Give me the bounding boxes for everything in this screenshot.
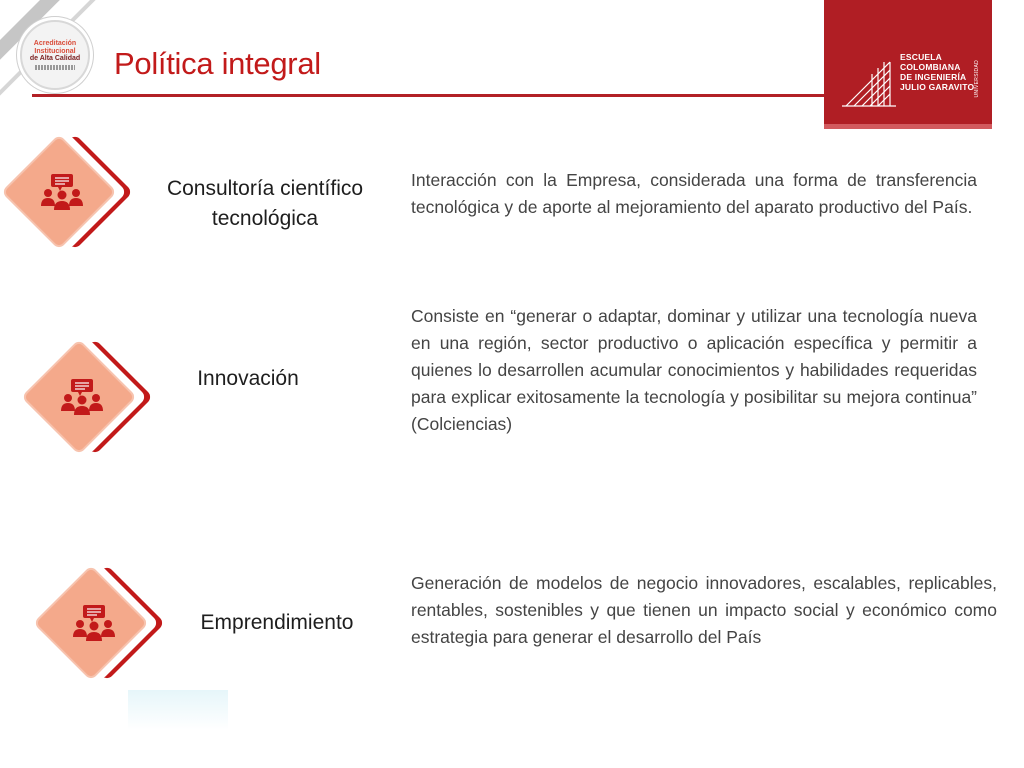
diamond-badge-emprendimiento	[32, 563, 152, 683]
logo-line: ESCUELA	[900, 52, 943, 62]
logo-mark-icon	[840, 56, 898, 108]
logo-vertical-text: UNIVERSIDAD	[974, 60, 980, 98]
section-text-emprendimiento: Generación de modelos de negocio innovadores, escalables, replicables, rentables, sostenibles y que tienen un impacto social y económico como estrategia para generar el desarrollo del País	[411, 573, 997, 647]
people-group-icon	[60, 379, 104, 415]
people-group-icon	[40, 174, 84, 210]
section-label-consultoria: Consultoría científico tecnológica	[166, 177, 364, 230]
logo-line: DE INGENIERÍA	[900, 72, 967, 82]
decorative-fade	[128, 690, 228, 730]
seal-line: Institucional	[34, 47, 76, 55]
title-divider	[32, 94, 827, 97]
section-label-emprendimiento: Emprendimiento	[200, 611, 354, 634]
logo-line: JULIO GARAVITO	[900, 82, 975, 92]
logo-line: COLOMBIANA	[900, 62, 961, 72]
section-text-consultoria: Interacción con la Empresa, considerada una forma de transferencia tecnológica y de aporte al mejoramiento del aparato productivo del País.	[411, 170, 977, 217]
seal-line: Acreditación	[33, 40, 77, 48]
page-title: Política integral	[114, 46, 321, 81]
school-logo	[824, 0, 992, 124]
seal-line: de Alta Calidad	[29, 55, 81, 63]
section-text-innovacion: Consiste en “generar o adaptar, dominar y utilizar una tecnología nueva en una región, sector productivo o aplicación específica y permitir a quienes lo desarrollen acumular conocimientos y habilidades requeridas para explicar exitosamente la tecnología y posibilitar su mejora continua” (Colciencias)	[411, 306, 977, 434]
diamond-badge-consultoria	[0, 132, 120, 252]
section-label-innovacion: Innovación	[197, 367, 299, 390]
logo-underline	[824, 124, 992, 129]
people-group-icon	[72, 605, 116, 641]
seal-fine-print	[35, 65, 75, 70]
diamond-badge-innovacion	[20, 337, 140, 457]
accreditation-seal	[20, 20, 90, 90]
